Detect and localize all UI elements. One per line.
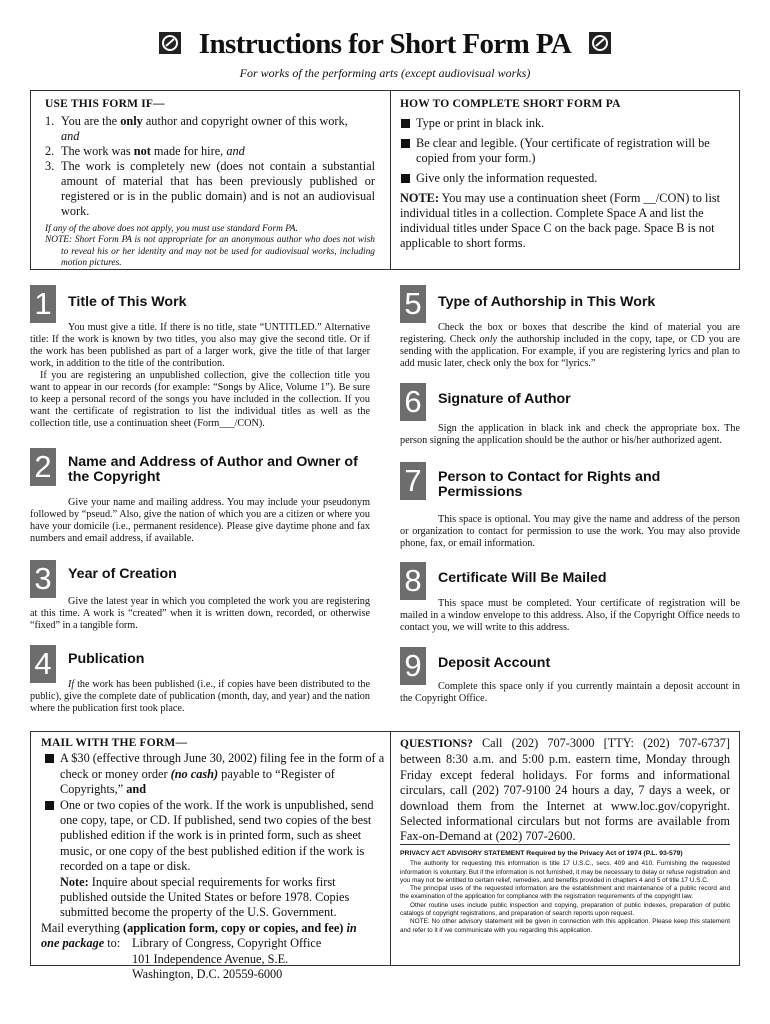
mail-heading: MAIL WITH THE FORM—: [41, 737, 188, 749]
section-8: [400, 562, 745, 637]
instruction-bullet: Type or print in black ink.: [400, 116, 730, 131]
section-text: Give the latest year in which you completed the work you are registering at this time. A work is “created” when it is written down, recorded, or otherwise “fixed” in a tangible form.: [30, 596, 370, 631]
how-to-heading: HOW TO COMPLETE SHORT FORM PA: [400, 98, 621, 110]
page-title: Instructions for Short Form PA: [198, 28, 572, 60]
column-divider: [390, 91, 391, 269]
privacy-statement: PRIVACY ACT ADVISORY STATEMENT Required by the Privacy Act of 1974 (P.L. 93-579) The authority for requesting this information is title 17 U.S.C., secs. 409 and 410. Furnishing the requested information is voluntary. But if the information is not furnished, it may be necessary to delay or refuse registration and you may not be entitled to certain relief, remedies, and benefits provided in chapters 4 and 5 of title 17 U.S.C. The principal uses of the requested information are the establishment and maintenance of a public record and the examination of the application for compliance with the registration requirements of the copyright law. Other routine uses include public inspection and copying, preparation of public indexes, preparation of public catalogs of copyright registrations, and preparation of search reports upon request. NOTE: No other advisory statement will be given in connection with this application. Please keep this statement and refer to it if we communicate with you regarding this application.: [400, 850, 730, 934]
section-title: Name and Address of Author and Owner of the Copyright: [68, 454, 358, 485]
section-9: [400, 647, 745, 717]
section-title: Year of Creation: [68, 566, 177, 582]
section-4: [30, 645, 375, 720]
section-title: Deposit Account: [438, 655, 551, 671]
instruction-bullet: Give only the information requested.: [400, 171, 730, 186]
anonymous-author-note: NOTE: Short Form PA is not appropriate for an anonymous author who does not wish to reveal his or her identity and may not be used for audiovisual works, including motion pictures.: [45, 235, 375, 269]
bullet-square-icon: [45, 754, 54, 763]
privacy-heading: PRIVACY ACT ADVISORY STATEMENT Required by the Privacy Act of 1974 (P.L. 93-579): [400, 850, 683, 857]
use-form-if: [45, 97, 375, 270]
mail-with-form: [41, 736, 386, 983]
use-form-if-heading: USE THIS FORM IF—: [45, 98, 165, 110]
section-text: Check the box or boxes that describe the kind of material you are registering. Check only the authorship included in the copy, tape, or CD you are sending with the application. For example, if you are registering lyrics and plan to add music later, check only the box for “lyrics.”: [400, 322, 740, 369]
section-title: Title of This Work: [68, 294, 187, 310]
condition-item: 3. The work is completely new (does not contain a substantial amount of material that has been previously published or registered or is in the public domain) and is not an audiovisual work.: [45, 159, 375, 218]
instruction-bullet: Be clear and legible. (Your certificate of registration will be copied from your form.): [400, 136, 730, 166]
section-6: [400, 383, 745, 453]
divider: [400, 844, 730, 845]
section-text: Sign the application in black ink and check the appropriate box. The person signing the application should be the author or his/her authorized agent.: [400, 423, 740, 446]
section-number: 7: [400, 462, 426, 500]
section-title: Signature of Author: [438, 391, 571, 407]
section-number: 4: [30, 645, 56, 683]
condition-item: 2. The work was not made for hire, and: [45, 144, 245, 158]
questions-label: QUESTIONS?: [400, 738, 473, 750]
section-2: [30, 448, 375, 558]
condition-item: 1. You are the only author and copyright owner of this work, and: [45, 114, 348, 143]
continuation-note: NOTE: You may use a continuation sheet (Form __/CON) to list individual titles in a collection. Complete Space A and list the individual titles under Space C on the back page. Space B is not applicable to short forms.: [400, 191, 721, 250]
address-line: Washington, D.C. 20559-6000: [132, 967, 283, 982]
header: [0, 28, 770, 61]
questions-text: Call (202) 707-3000 [TTY: (202) 707-6737] between 8:30 a.m. and 5:00 p.m. eastern time, Monday through Friday except federal holidays. For forms and informational circulars, call (202) 707-9100 24 hours a day, 7 days a week, or download them from the Internet at www.loc.gov/copyright. Selected informational circulars but not forms are available from Fax-on-Demand at (202) 707-2600.: [400, 736, 730, 844]
copies-bullet: One or two copies of the work. If the work is unpublished, send one copy, tape, or CD. If published, send two copies of the best published edition if the work is in printed form, such as sheet music, or one copy of the best published edition if the work is recorded on a tape or disk.: [41, 798, 386, 875]
section-text: This space is optional. You may give the name and address of the person or organization to contact for permission to use the work. You may also provide phone, fax, or email information.: [400, 514, 740, 549]
questions: [400, 736, 730, 845]
copyright-office-logo-icon: [159, 32, 181, 54]
mail-everything: Mail everything (application form, copy or copies, and fee) in: [41, 920, 357, 935]
section-number: 8: [400, 562, 426, 600]
section-number: 6: [400, 383, 426, 421]
section-text: This space must be completed. Your certificate of registration will be mailed in a window envelope to this address. Also, if the Copyright Office needs to contact you, we will write to this address.: [400, 598, 740, 633]
section-text: Complete this space only if you currently maintain a deposit account in the Copyright Office.: [400, 681, 740, 704]
page-subtitle: For works of the performing arts (except audiovisual works): [239, 66, 531, 80]
address-line: 101 Independence Avenue, S.E.: [132, 951, 289, 966]
section-text: You must give a title. If there is no title, state “UNTITLED.” Alternative title: If the work is known by two titles, you also may give the second title. Or if the work has been published as part of a larger work, give the title of that larger work, in addition to the title of the contribution. If you are registering an unpublished collection, give the collection title you want to appear in our records (for example: “Songs by Alice, Volume 1”). Be sure to keep a personal record of the songs you have included in the collection. If you want the certificate of registration to list the individual titles as well as the collection title, use a continuation sheet (Form___/CON).: [30, 322, 370, 429]
section-number: 2: [30, 448, 56, 486]
how-to-complete: [400, 97, 730, 251]
section-text: Give your name and mailing address. You may include your pseudonym followed by “pseud.” Also, give the nation of which you are a citizen or where you have your domicile (i.e., permanent residence). Please give daytime phone and fax numbers and email address, if available.: [30, 497, 370, 544]
section-title: Person to Contact for Rights and Permissions: [438, 469, 661, 500]
mailing-address: one package to: Library of Congress, Copyright Office: [41, 936, 322, 951]
fee-bullet: A $30 (effective through June 30, 2002) filing fee in the form of a check or money order (no cash) payable to “Register of Copyrights,” and: [41, 751, 386, 797]
mailing-box: [30, 731, 740, 982]
bullet-square-icon: [45, 801, 54, 810]
section-number: 1: [30, 285, 56, 323]
section-title: Certificate Will Be Mailed: [438, 570, 607, 586]
section-text: If the work has been published (i.e., if copies have been distributed to the public), give the complete date of publication (month, day, and year) and the nation where the publication first took place.: [30, 679, 370, 714]
section-1: [30, 285, 375, 435]
section-5: [400, 285, 745, 375]
address-line: Library of Congress, Copyright Office: [132, 936, 322, 951]
section-number: 9: [400, 647, 426, 685]
section-3: [30, 560, 375, 635]
standard-form-note: If any of the above does not apply, you must use standard Form PA.: [45, 224, 298, 234]
column-divider: [390, 732, 391, 965]
usage-box: [30, 90, 740, 270]
copyright-office-logo-icon: [589, 32, 611, 54]
section-title: Publication: [68, 651, 145, 667]
special-requirements-note: Note: Inquire about special requirements for works first published outside the United States or before 1978. Copies submitted become the property of the U.S. Government.: [60, 874, 350, 920]
section-title: Type of Authorship in This Work: [438, 294, 656, 310]
section-number: 5: [400, 285, 426, 323]
section-number: 3: [30, 560, 56, 598]
section-7: [400, 462, 745, 552]
condition-list: [45, 114, 375, 219]
